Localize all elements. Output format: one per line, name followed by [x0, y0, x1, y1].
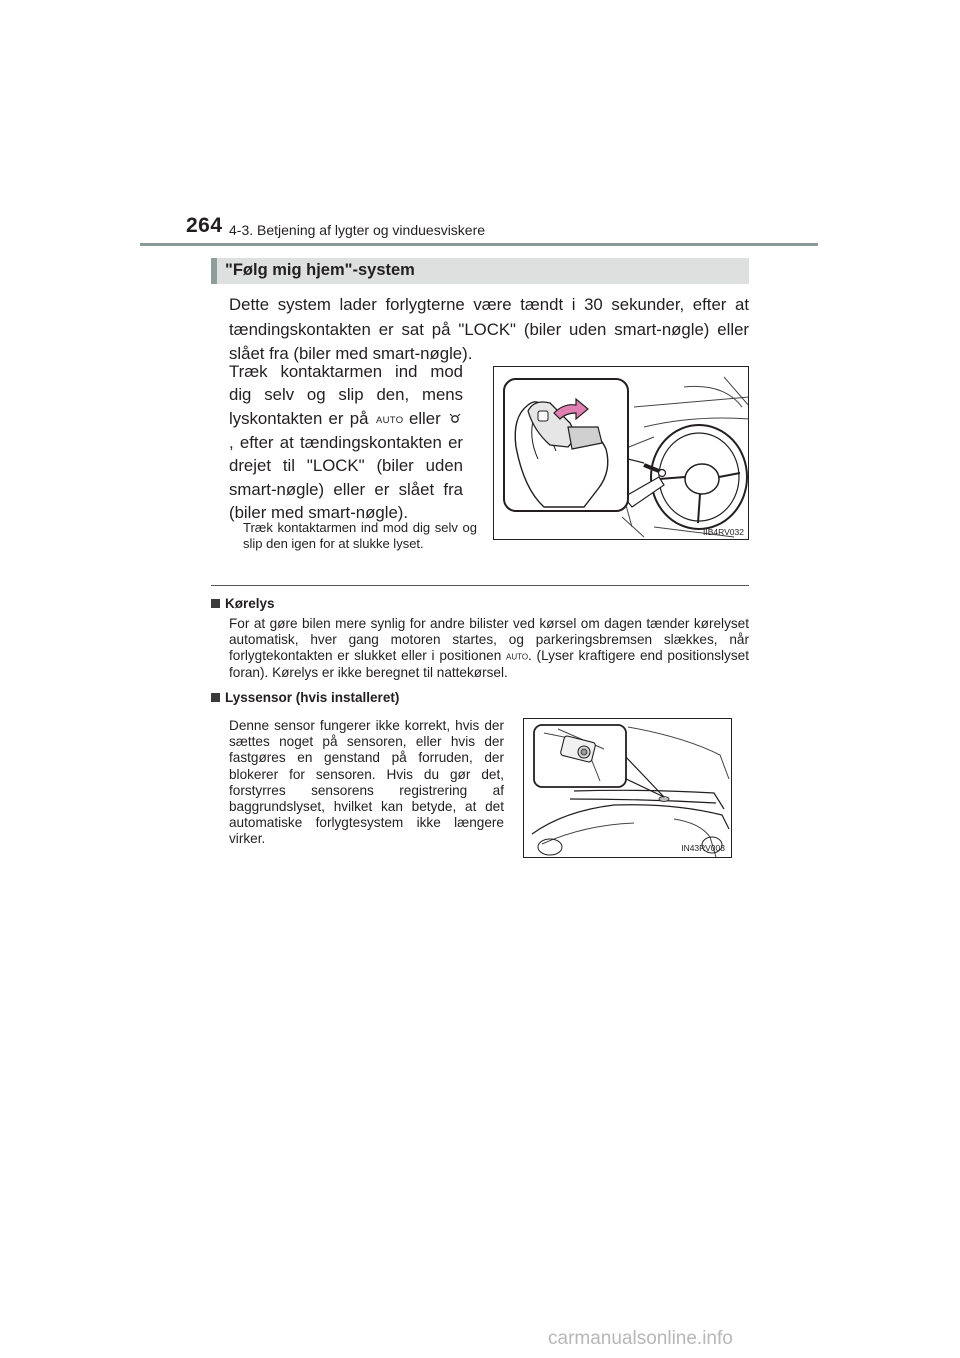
- korelys-text-1: For at gøre bilen mere synlig for andre bilister ved kørsel om dagen tænder kørelyset automatisk, hver gang motoren startes, og parkeringsbremsen slækkes, når forlygtekontakten er slukket eller i positionen: [229, 616, 749, 664]
- watermark: carmanualsonline.info: [548, 1328, 733, 1349]
- korelys-heading: [211, 596, 275, 611]
- lyssensor-heading: [211, 690, 399, 705]
- lever-drawing: [494, 367, 749, 540]
- korelys-paragraph: [229, 616, 749, 681]
- lyssensor-paragraph: Denne sensor fungerer ikke korrekt, hvis der sættes noget på sensoren, eller hvis der fastgøres en genstand på forruden, der blokerer for sensoren. Hvis du gør det, forstyrres sensorens registrering af baggrundslyset, hvilket kan betyde, at det automatiske forlygtesystem ikke længere virker.: [229, 718, 504, 847]
- headlight-icon: [447, 408, 463, 431]
- figure-code: IN43RV003: [681, 843, 725, 853]
- sensor-drawing: [524, 719, 732, 858]
- korelys-heading-text: Kørelys: [225, 596, 275, 611]
- chapter-title: 4-3. Betjening af lygter og vinduesviskere: [229, 222, 486, 238]
- auto-headlight-icon: [375, 408, 403, 431]
- square-bullet-icon: [211, 599, 220, 608]
- section-title: "Følg mig hjem"-system: [225, 261, 415, 279]
- section-heading-bar: [211, 258, 749, 284]
- intro-paragraph: Dette system lader forlygterne være tændt i 30 sekunder, efter at tændingskontakten er sat på "LOCK" (biler uden smart-nøgle) eller slået fra (biler med smart-nøgle).: [229, 295, 749, 363]
- instruction-text-mid: eller: [408, 408, 441, 428]
- header-divider: [140, 243, 818, 246]
- square-bullet-icon: [211, 693, 220, 702]
- page-number: 264: [186, 214, 223, 237]
- korelys-text-2: . (Lyser kraftigere end positionslyset foran). Kørelys er ikke beregnet til nattekørsel.: [229, 648, 749, 680]
- instruction-paragraph: [229, 360, 463, 525]
- instruction-text-1: Træk kontaktarmen ind mod dig selv og slip den, mens lyskontakten er på: [229, 362, 463, 428]
- lever-illustration: [493, 366, 749, 540]
- figure-code: IIB4RV032: [703, 527, 744, 537]
- svg-text:AUTO: AUTO: [506, 652, 529, 661]
- auto-headlight-icon: [506, 649, 528, 665]
- sensor-illustration: [523, 718, 732, 858]
- section-divider: [211, 585, 749, 586]
- instruction-note: Træk kontaktarmen ind mod dig selv og slip den igen for at slukke lyset.: [243, 520, 477, 551]
- instruction-text-2: , efter at tændingskontakten er drejet til "LOCK" (biler uden smart-nøgle) eller er slået fra (biler med smart-nøgle).: [229, 433, 463, 523]
- lyssensor-heading-text: Lyssensor (hvis installeret): [225, 690, 400, 705]
- svg-text:AUTO: AUTO: [375, 414, 403, 425]
- section-accent: [211, 258, 217, 284]
